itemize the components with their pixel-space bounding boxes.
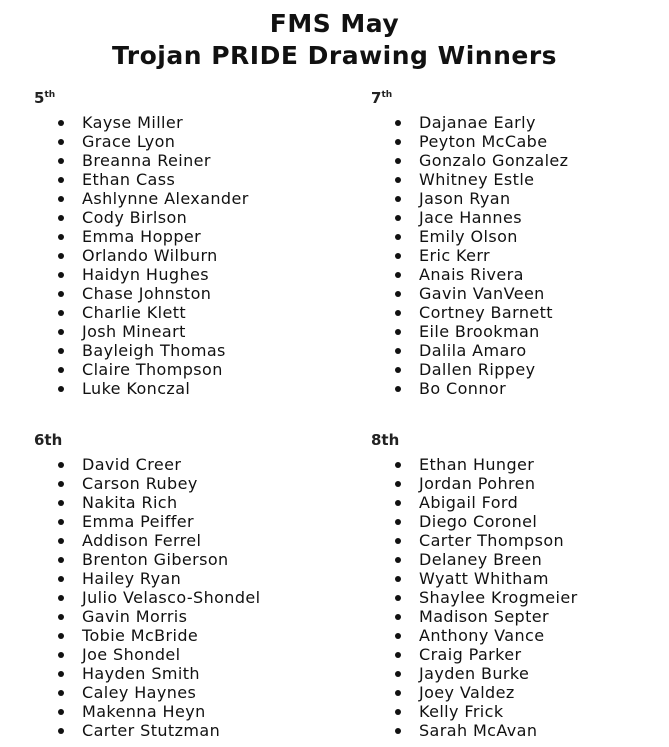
winner-name: Tobie McBride (82, 626, 199, 645)
bullet-icon (395, 177, 401, 183)
bullet-icon (395, 671, 401, 677)
winner-name: Kayse Miller (82, 113, 184, 132)
winner-name: Anthony Vance (419, 626, 545, 645)
winner-name: Gavin VanVeen (419, 284, 545, 303)
bullet-icon (58, 348, 64, 354)
winner-name-item (371, 569, 578, 588)
bullet-icon (58, 576, 64, 582)
winner-name-item (371, 265, 568, 284)
winner-name-item (34, 246, 249, 265)
winner-name: Delaney Breen (419, 550, 543, 569)
winner-name: Brenton Giberson (82, 550, 229, 569)
winner-name-item (371, 322, 568, 341)
winner-name: Whitney Estle (419, 170, 535, 189)
winner-name: Orlando Wilburn (82, 246, 218, 265)
winner-name: Joe Shondel (82, 645, 181, 664)
winner-name: Josh Mineart (82, 322, 186, 341)
section-6th-grade (34, 433, 261, 740)
winner-name: Diego Coronel (419, 512, 538, 531)
winner-name: Luke Konczal (82, 379, 191, 398)
winner-name-item (34, 341, 249, 360)
bullet-icon (58, 652, 64, 658)
winner-name: Carter Stutzman (82, 721, 221, 740)
winner-name: Wyatt Whitham (419, 569, 549, 588)
bullet-icon (395, 728, 401, 734)
winner-name-item (34, 360, 249, 379)
bullet-icon (58, 272, 64, 278)
bullet-icon (395, 158, 401, 164)
winner-name-item (371, 303, 568, 322)
bullet-icon (58, 367, 64, 373)
winner-name-item (371, 531, 578, 550)
winner-name-item (371, 189, 568, 208)
winner-name-item (34, 208, 249, 227)
bullet-icon (58, 177, 64, 183)
bullet-icon (395, 253, 401, 259)
winner-name-item (34, 151, 249, 170)
winner-name-item (371, 151, 568, 170)
winner-name: Ethan Cass (82, 170, 176, 189)
winner-name-item (34, 474, 261, 493)
winner-name: Peyton McCabe (419, 132, 548, 151)
winner-name: Jason Ryan (419, 189, 511, 208)
bullet-icon (58, 538, 64, 544)
winner-name-item (371, 588, 578, 607)
winner-name: Addison Ferrel (82, 531, 202, 550)
winner-name-item (34, 322, 249, 341)
bullet-icon (395, 386, 401, 392)
winner-name: Abigail Ford (419, 493, 519, 512)
bullet-icon (58, 329, 64, 335)
winner-name: Makenna Heyn (82, 702, 206, 721)
winner-name-item (371, 607, 578, 626)
winner-name: Grace Lyon (82, 132, 176, 151)
bullet-icon (58, 215, 64, 221)
winner-name: Ethan Hunger (419, 455, 535, 474)
bullet-icon (395, 215, 401, 221)
winner-name-item (371, 493, 578, 512)
winner-list (371, 113, 568, 398)
winner-name-item (34, 550, 261, 569)
bullet-icon (58, 728, 64, 734)
winner-name: Gonzalo Gonzalez (419, 151, 569, 170)
winner-name-item (34, 512, 261, 531)
bullet-icon (58, 196, 64, 202)
winner-name-item (371, 550, 578, 569)
winner-name: Madison Septer (419, 607, 550, 626)
winner-name: Haidyn Hughes (82, 265, 209, 284)
grade-heading (371, 433, 578, 451)
winner-name: Bayleigh Thomas (82, 341, 226, 360)
bullet-icon (395, 690, 401, 696)
bullet-icon (395, 614, 401, 620)
bullet-icon (395, 120, 401, 126)
grade-number: 6th (34, 431, 63, 449)
winner-name-item (371, 683, 578, 702)
winner-name: Kelly Frick (419, 702, 504, 721)
winner-name-item (34, 170, 249, 189)
winner-name-item (371, 626, 578, 645)
bullet-icon (58, 462, 64, 468)
winner-name-item (371, 645, 578, 664)
bullet-icon (395, 139, 401, 145)
winner-name: Dallen Rippey (419, 360, 536, 379)
bullet-icon (58, 500, 64, 506)
bullet-icon (395, 234, 401, 240)
winner-name-item (34, 113, 249, 132)
bullet-icon (395, 272, 401, 278)
bullet-icon (395, 519, 401, 525)
section-5th-grade (34, 91, 249, 398)
winner-name-item (371, 379, 568, 398)
bullet-icon (395, 538, 401, 544)
grade-heading (34, 433, 261, 451)
grade-suffix: th (381, 90, 393, 100)
winner-name-item (371, 113, 568, 132)
winner-name-item (371, 512, 578, 531)
winner-name: Julio Velasco-Shondel (82, 588, 261, 607)
winner-name-item (371, 341, 568, 360)
winner-name: Eile Brookman (419, 322, 540, 341)
winner-name: Craig Parker (419, 645, 522, 664)
bullet-icon (395, 348, 401, 354)
winner-name-item (34, 607, 261, 626)
winner-name-item (34, 227, 249, 246)
winner-name: Cortney Barnett (419, 303, 553, 322)
bullet-icon (58, 291, 64, 297)
winner-list (34, 455, 261, 740)
winner-name-item (34, 531, 261, 550)
winner-name: Claire Thompson (82, 360, 223, 379)
winner-name: Ashlynne Alexander (82, 189, 249, 208)
bullet-icon (395, 481, 401, 487)
winner-name-item (34, 493, 261, 512)
winner-name-item (371, 702, 578, 721)
bullet-icon (395, 291, 401, 297)
winner-name-item (371, 360, 568, 379)
winner-list (371, 455, 578, 740)
winner-name-item (371, 227, 568, 246)
grade-number: 5 (34, 89, 45, 107)
winner-name: Carson Rubey (82, 474, 198, 493)
winner-name: Hayden Smith (82, 664, 200, 683)
winner-list (34, 113, 249, 398)
winner-name: Sarah McAvan (419, 721, 538, 740)
section-7th-grade (371, 91, 568, 398)
winner-name-item (34, 569, 261, 588)
bullet-icon (58, 690, 64, 696)
bullet-icon (58, 158, 64, 164)
winner-name: Carter Thompson (419, 531, 565, 550)
winner-name-item (34, 455, 261, 474)
winner-name-item (371, 455, 578, 474)
winner-name-item (34, 379, 249, 398)
winner-name-item (34, 588, 261, 607)
winner-name-item (34, 132, 249, 151)
bullet-icon (58, 481, 64, 487)
winner-name: Jordan Pohren (419, 474, 536, 493)
winner-name: Nakita Rich (82, 493, 178, 512)
title-line-2: Trojan PRIDE Drawing Winners (111, 41, 558, 70)
bullet-icon (58, 709, 64, 715)
bullet-icon (58, 614, 64, 620)
bullet-icon (395, 652, 401, 658)
winner-name-item (34, 284, 249, 303)
bullet-icon (58, 595, 64, 601)
bullet-icon (395, 329, 401, 335)
bullet-icon (395, 595, 401, 601)
bullet-icon (395, 310, 401, 316)
winner-name-item (371, 132, 568, 151)
bullet-icon (58, 633, 64, 639)
winner-name: Cody Birlson (82, 208, 188, 227)
winner-name-item (34, 664, 261, 683)
winner-name-item (34, 702, 261, 721)
winner-name-item (371, 284, 568, 303)
winner-name: Breanna Reiner (82, 151, 211, 170)
grade-number: 7 (371, 89, 382, 107)
winner-name-item (34, 189, 249, 208)
winner-name: Caley Haynes (82, 683, 197, 702)
bullet-icon (395, 196, 401, 202)
winner-name-item (371, 246, 568, 265)
winner-name: Eric Kerr (419, 246, 491, 265)
winner-name: Emma Peiffer (82, 512, 195, 531)
winner-name: Dalila Amaro (419, 341, 527, 360)
winner-name: Gavin Morris (82, 607, 188, 626)
winner-name-item (34, 265, 249, 284)
winner-name: Hailey Ryan (82, 569, 182, 588)
grade-heading (34, 91, 249, 109)
bullet-icon (58, 253, 64, 259)
title-line-1: FMS May (269, 9, 400, 38)
grade-number: 8th (371, 431, 400, 449)
bullet-icon (58, 120, 64, 126)
winner-name: Emily Olson (419, 227, 518, 246)
winner-name: Jace Hannes (419, 208, 522, 227)
winner-name-item (371, 721, 578, 740)
winner-name: Shaylee Krogmeier (419, 588, 578, 607)
winner-name: Charlie Klett (82, 303, 187, 322)
winner-name: Emma Hopper (82, 227, 202, 246)
bullet-icon (58, 139, 64, 145)
winner-name: Anais Rivera (419, 265, 524, 284)
bullet-icon (395, 557, 401, 563)
bullet-icon (58, 234, 64, 240)
grade-suffix: th (44, 90, 56, 100)
bullet-icon (395, 633, 401, 639)
grade-heading (371, 91, 568, 109)
winner-name: Dajanae Early (419, 113, 536, 132)
bullet-icon (395, 500, 401, 506)
bullet-icon (395, 709, 401, 715)
bullet-icon (58, 386, 64, 392)
winner-name: Jayden Burke (419, 664, 530, 683)
bullet-icon (58, 310, 64, 316)
bullet-icon (58, 671, 64, 677)
winner-name-item (371, 208, 568, 227)
winner-name-item (34, 683, 261, 702)
winner-name: Chase Johnston (82, 284, 212, 303)
winner-name-item (34, 303, 249, 322)
winner-name-item (34, 626, 261, 645)
bullet-icon (58, 557, 64, 563)
bullet-icon (395, 367, 401, 373)
section-8th-grade (371, 433, 578, 740)
winner-name-item (371, 664, 578, 683)
bullet-icon (58, 519, 64, 525)
winner-name: Joey Valdez (419, 683, 515, 702)
winner-name-item (34, 645, 261, 664)
winner-name-item (371, 170, 568, 189)
winner-name-item (34, 721, 261, 740)
winner-name-item (371, 474, 578, 493)
bullet-icon (395, 576, 401, 582)
winner-name: Bo Connor (419, 379, 507, 398)
bullet-icon (395, 462, 401, 468)
winner-name: David Creer (82, 455, 182, 474)
